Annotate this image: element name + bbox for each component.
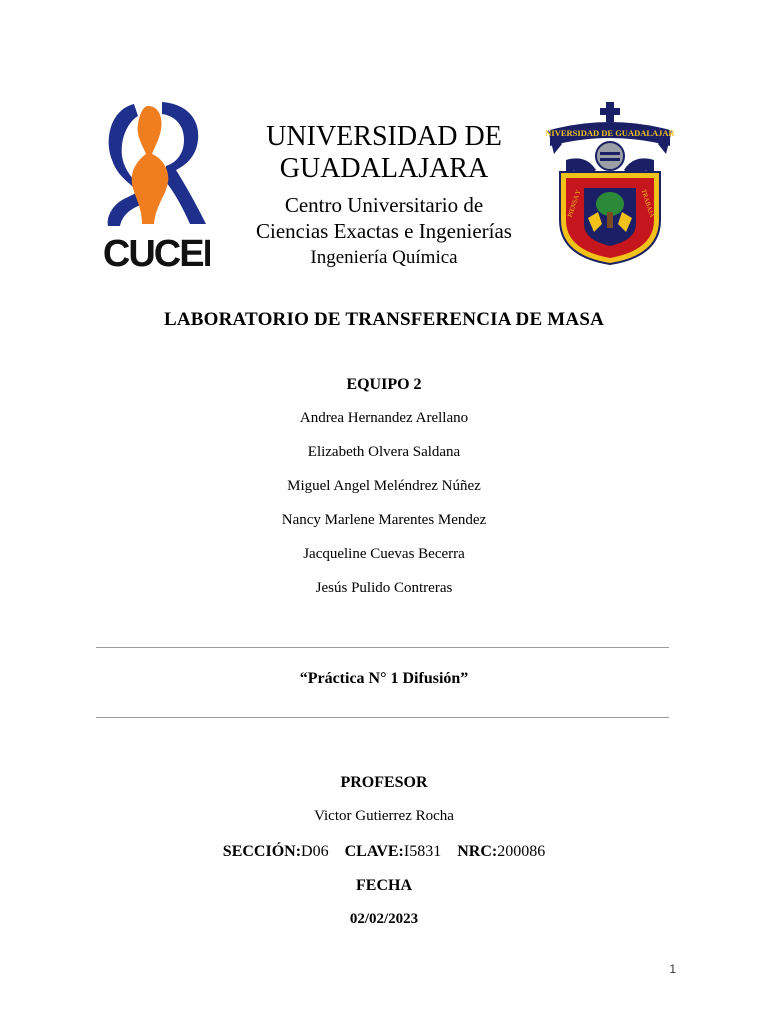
nrc-label: NRC: (457, 843, 498, 860)
clave-label: CLAVE: (344, 843, 404, 860)
crest-motto-left: PIENSA Y (566, 188, 583, 219)
divider-bottom (96, 717, 669, 718)
professor-name: Victor Gutierrez Rocha (314, 808, 454, 824)
center-name (225, 192, 543, 244)
university-name (225, 121, 543, 185)
university-line-1: UNIVERSIDAD DE (266, 121, 502, 152)
team-member: Miguel Angel Meléndrez Núñez (287, 478, 481, 494)
crest-banner-text: UNIVERSIDAD DE GUADALAJARA (546, 128, 674, 138)
team-member: Jesús Pulido Contreras (315, 580, 453, 596)
cucei-logo-icon (104, 100, 210, 272)
team-member: Jacqueline Cuevas Becerra (303, 546, 465, 562)
team-member: Andrea Hernandez Arellano (299, 410, 469, 426)
team-member: Elizabeth Olvera Saldana (307, 444, 461, 460)
program-name: Ingeniería Química (310, 247, 458, 268)
professor-label: PROFESOR (340, 774, 428, 791)
divider-top (96, 647, 669, 648)
page-number: 1 (669, 962, 676, 976)
practice-title: “Práctica N° 1 Difusión” (299, 670, 469, 687)
crest-motto-right: TRABAJA (639, 188, 656, 219)
university-line-2: GUADALAJARA (279, 153, 489, 184)
team-label: EQUIPO 2 (346, 376, 422, 393)
lab-title: LABORATORIO DE TRANSFERENCIA DE MASA (163, 309, 605, 330)
team-member: Nancy Marlene Marentes Mendez (281, 512, 487, 528)
section-info (0, 843, 768, 861)
center-line-2: Ciencias Exactas e Ingenierías (256, 219, 512, 243)
date-value: 02/02/2023 (349, 911, 419, 927)
date-label: FECHA (356, 877, 412, 894)
clave-value: I5831 (403, 843, 442, 860)
center-line-1: Centro Universitario de (284, 193, 484, 217)
udg-crest-icon (546, 100, 674, 266)
cucei-logo-text: CUCEI (104, 233, 210, 272)
seccion-value: D06 (301, 843, 329, 860)
nrc-value: 200086 (497, 843, 546, 860)
seccion-label: SECCIÓN: (222, 843, 302, 860)
